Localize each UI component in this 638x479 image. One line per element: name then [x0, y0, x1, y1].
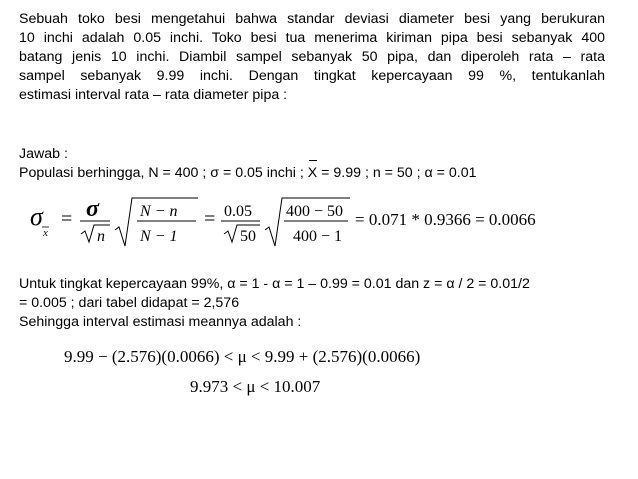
sqrt-n-radical [81, 225, 110, 242]
problem-statement [19, 10, 605, 105]
given-prefix: Populasi berhingga, N = 400 ; σ = 0.05 inchi ; [19, 165, 308, 181]
xbar-overline [309, 160, 317, 161]
formula-num-005: 0.05 [224, 203, 252, 220]
formula-frac4-num: 400 − 50 [286, 203, 344, 220]
problem-line-5: estimasi interval rata – rata diameter pipa : [19, 87, 288, 103]
confidence-line-1: Untuk tingkat kepercayaan 99%, α = 1 - α = 1 – 0.99 = 0.01 dan z = α / 2 = 0.01/2 [19, 276, 530, 292]
confidence-line-3: Sehingga interval estimasi meannya adalah : [19, 314, 302, 330]
formula-den-n: n [97, 228, 105, 245]
given-xbar: X [308, 164, 317, 183]
confidence-line-2: = 0.005 ; dari tabel didapat = 2,576 [19, 295, 240, 311]
answer-heading: Jawab : [19, 146, 68, 162]
formula-eq-1: = [61, 208, 73, 230]
formula-frac2-den: N − 1 [140, 228, 178, 245]
formula-frac2-num: N − n [140, 203, 178, 220]
formula-result: = 0.071 * 0.9366 = 0.0066 [355, 210, 536, 229]
given-suffix: = 9.99 ; n = 50 ; α = 0.01 [317, 165, 477, 181]
formula-frac4-den: 400 − 1 [293, 228, 343, 245]
formula-sub-x: x [43, 227, 48, 239]
formula-num-sigma: σ [86, 196, 99, 222]
problem-line-2: 10 inchi adalah 0.05 inchi. Toko besi tua menerima kiriman pipa besi sebanyak 400 [19, 30, 605, 46]
interval-line-2: 9.973 < μ < 10.007 [190, 377, 321, 396]
problem-line-1: Sebuah toko besi mengetahui bahwa standar deviasi diameter besi yang berukuran [19, 11, 605, 27]
problem-line-3: batang jenis 10 inchi. Diambil sampel sebanyak 50 pipa, dan diperoleh rata – rata [19, 49, 605, 65]
given-values [19, 164, 477, 183]
standard-error-formula [28, 194, 588, 256]
problem-line-4: sampel sebanyak 9.99 inchi. Dengan tingkat kepercayaan 99 %, tentukanlah [19, 68, 605, 84]
interval-line-1: 9.99 − (2.576)(0.0066) < μ < 9.99 + (2.576)(0.0066) [64, 347, 421, 366]
formula-sigma: σ [30, 202, 43, 231]
formula-eq-2: = [204, 208, 216, 230]
formula-den-50: 50 [240, 228, 256, 245]
